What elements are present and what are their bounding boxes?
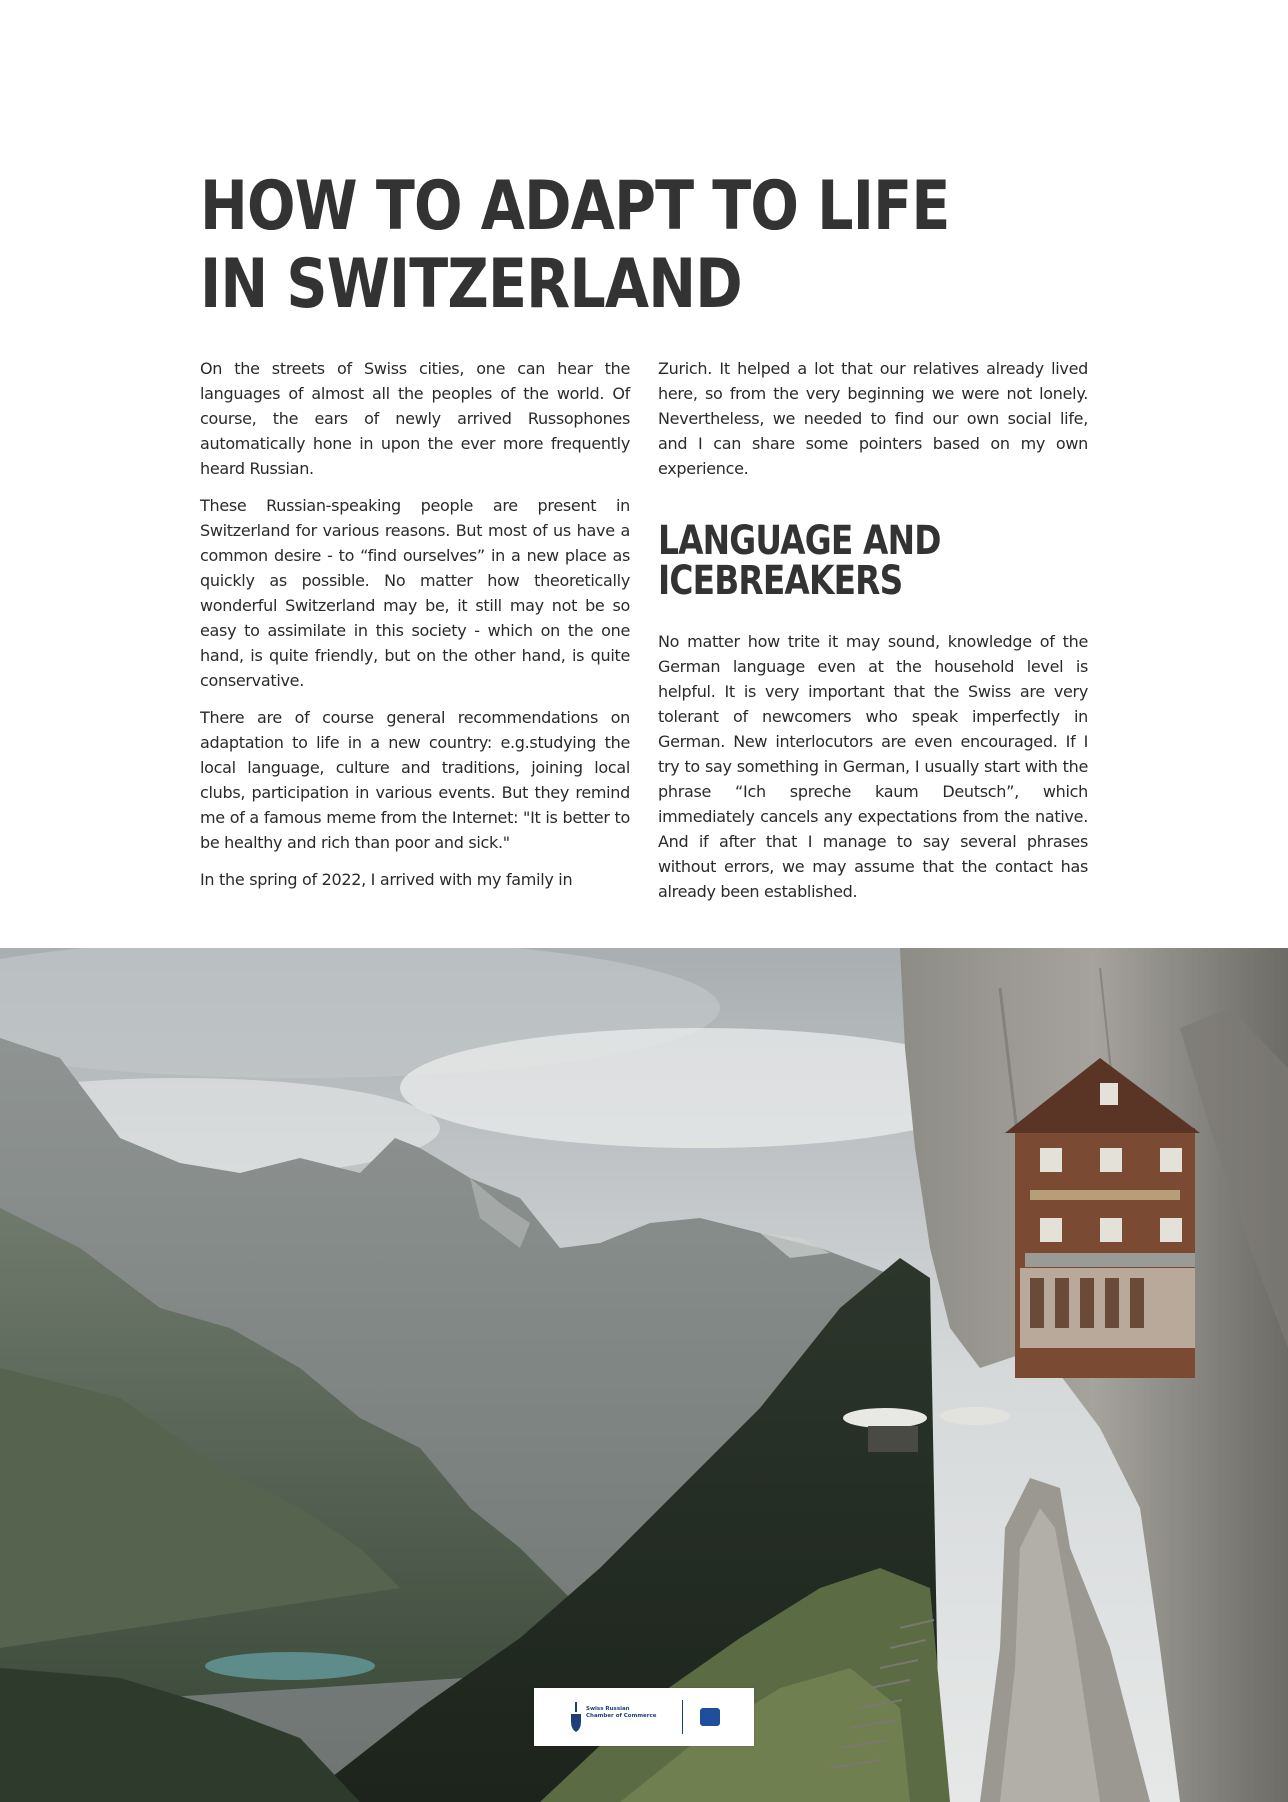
left-column (200, 356, 630, 904)
title-line-2: IN SWITZERLAND (200, 245, 742, 324)
badge-icon (700, 1708, 720, 1726)
paragraph: On the streets of Swiss cities, one can hear the languages of almost all the peoples of the world. Of course, the ears of newly arrived Russophones automatically hone in upon the ever more frequently heard Russian. (200, 359, 630, 478)
right-column (658, 356, 1088, 916)
logo-line-1: Swiss Russian (586, 1706, 630, 1712)
shield-icon (570, 1702, 582, 1732)
paragraph: These Russian-speaking people are present in Switzerland for various reasons. But most of us have a common desire - to “find ourselves” in a new place as quickly as possible. No matter how theoretically wonderful Switzerland may be, it still may not be so easy to assimilate in this society - which on the one hand, is quite friendly, but on the other hand, is quite conservative. (200, 496, 630, 690)
section-heading (658, 518, 1011, 604)
section-heading-line-1: LANGUAGE AND (658, 518, 941, 564)
logo-divider (682, 1700, 683, 1734)
paragraph: No matter how trite it may sound, knowledge of the German language even at the household level is helpful. It is very important that the Swiss are very tolerant of newcomers who speak imperfectly in German. New interlocutors are even encouraged. If I try to say something in German, I usually start with the phrase “Ich spreche kaum Deutsch”, which immediately cancels any expectations from the native. And if after that I manage to say several phrases without errors, we may assume that the contact has already been established. (658, 632, 1088, 901)
article-title (200, 167, 950, 324)
logo-line-2: Chamber of Commerce (586, 1713, 657, 1719)
paragraph: In the spring of 2022, I arrived with my family in (200, 870, 573, 889)
logo-text (586, 1706, 696, 1720)
title-line-1: HOW TO ADAPT TO LIFE (200, 167, 950, 246)
paragraph: Zurich. It helped a lot that our relatives already lived here, so from the very beginning we were not lonely. Nevertheless, we needed to find our own social life, and I can share some pointers based on my own experience. (658, 359, 1088, 478)
section-heading-line-2: ICEBREAKERS (658, 558, 903, 604)
mountain-photo (0, 948, 1288, 1802)
chamber-logo-card (534, 1688, 754, 1746)
paragraph: There are of course general recommendations on adaptation to life in a new country: e.g.studying the local language, culture and traditions, joining local clubs, participation in various events. But they remind me of a famous meme from the Internet: "It is better to be healthy and rich than poor and sick." (200, 708, 630, 852)
